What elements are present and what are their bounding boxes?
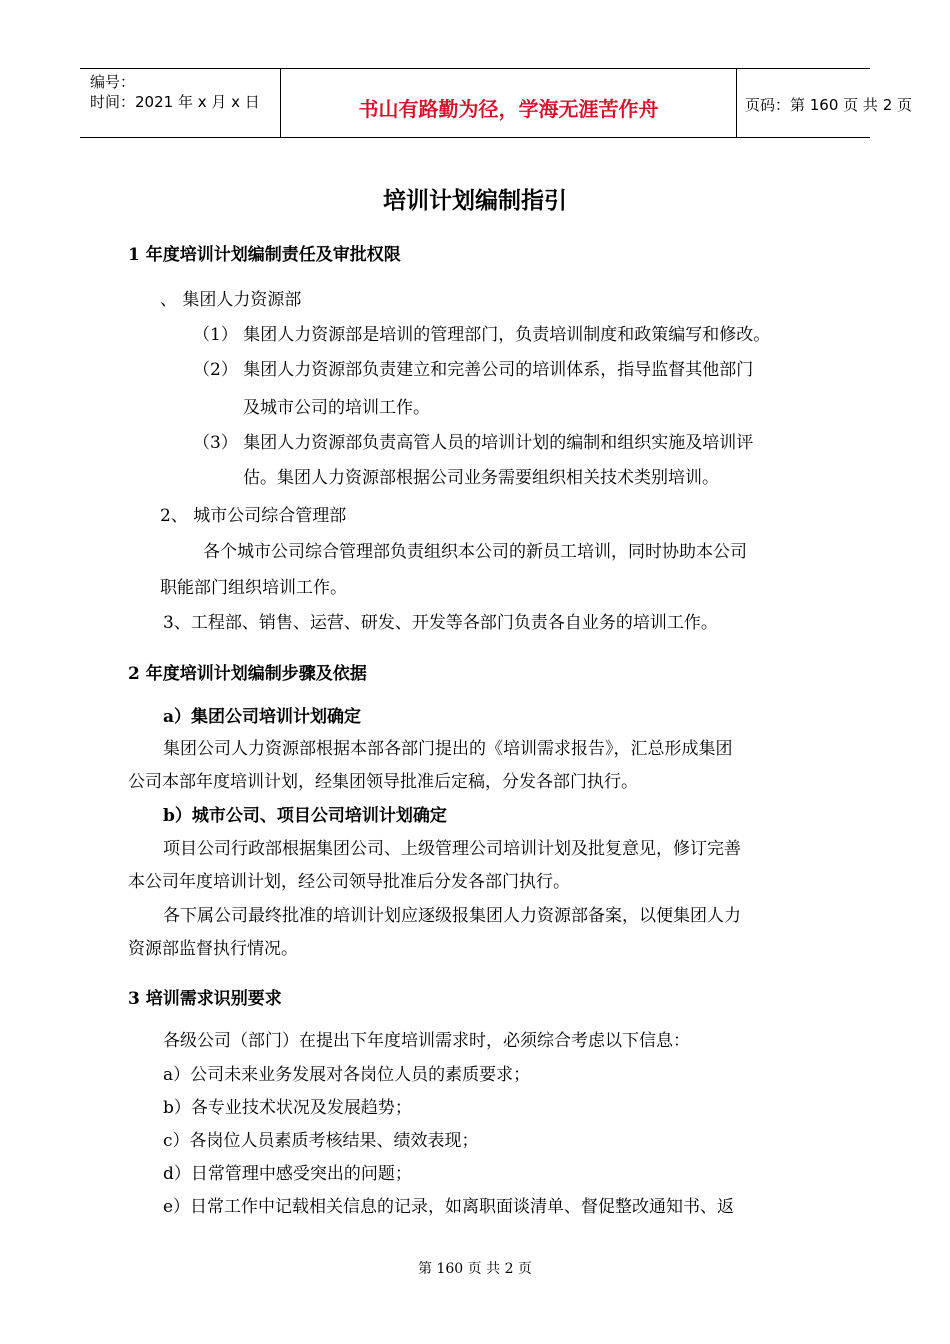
header-code: 编号： xyxy=(90,73,136,91)
header-date: 时间：2021 年 x 月 x 日 xyxy=(90,93,260,111)
list-item: b）各专业技术状况及发展趋势； xyxy=(163,1098,412,1118)
paragraph-line: （1） 集团人力资源部是培训的管理部门，负责培训制度和政策编写和修改。 xyxy=(193,325,771,345)
subsection-heading: a）集团公司培训计划确定 xyxy=(163,707,362,727)
paragraph-line: 估。集团人力资源部根据公司业务需要组织相关技术类别培训。 xyxy=(243,468,719,488)
header-page-number: 页码：第 160 页 共 2 页 xyxy=(745,96,913,114)
list-item: d）日常管理中感受突出的问题； xyxy=(163,1164,412,1184)
paragraph-line: 集团公司人力资源部根据本部各部门提出的《培训需求报告》，汇总形成集团 xyxy=(163,739,733,759)
paragraph-line: 项目公司行政部根据集团公司、上级管理公司培训计划及批复意见，修订完善 xyxy=(163,839,741,859)
list-item: c）各岗位人员素质考核结果、绩效表现； xyxy=(163,1131,479,1151)
paragraph-line: 公司本部年度培训计划，经集团领导批准后定稿，分发各部门执行。 xyxy=(128,772,638,792)
header-page-cell xyxy=(736,69,913,137)
header-motto: 书山有路勤为径，学海无涯苦作舟 xyxy=(358,97,659,121)
page-footer: 第 160 页 共 2 页 xyxy=(418,1261,532,1277)
paragraph-line: 各个城市公司综合管理部负责组织本公司的新员工培训，同时协助本公司 xyxy=(203,542,747,562)
section-heading: 2 年度培训计划编制步骤及依据 xyxy=(128,664,367,684)
section-heading: 3 培训需求识别要求 xyxy=(128,989,282,1009)
document-title: 培训计划编制指引 xyxy=(383,188,567,214)
subsection-heading: 2、 城市公司综合管理部 xyxy=(160,506,347,526)
subsection-heading: b）城市公司、项目公司培训计划确定 xyxy=(163,806,447,826)
paragraph-line: 本公司年度培训计划，经公司领导批准后分发各部门执行。 xyxy=(128,872,570,892)
paragraph-line: （2） 集团人力资源部负责建立和完善公司的培训体系，指导监督其他部门 xyxy=(193,360,754,380)
list-item: e）日常工作中记载相关信息的记录，如离职面谈清单、督促整改通知书、返 xyxy=(163,1197,735,1217)
paragraph-line: 各下属公司最终批准的培训计划应逐级报集团人力资源部备案，以便集团人力 xyxy=(163,906,741,926)
header-motto-cell xyxy=(280,69,737,137)
header-meta-cell xyxy=(80,69,280,137)
paragraph-line: 3、工程部、销售、运营、研发、开发等各部门负责各自业务的培训工作。 xyxy=(163,613,718,633)
paragraph-line: （3） 集团人力资源部负责高管人员的培训计划的编制和组织实施及培训评 xyxy=(193,433,754,453)
paragraph-line: 资源部监督执行情况。 xyxy=(128,939,298,959)
document-header xyxy=(80,68,913,138)
subsection-heading: 、 集团人力资源部 xyxy=(160,290,302,310)
section-heading: 1 年度培训计划编制责任及审批权限 xyxy=(128,245,401,265)
paragraph-line: 及城市公司的培训工作。 xyxy=(243,398,430,418)
list-item: a）公司未来业务发展对各岗位人员的素质要求； xyxy=(163,1065,531,1085)
paragraph-line: 各级公司（部门）在提出下年度培训需求时，必须综合考虑以下信息： xyxy=(163,1031,690,1051)
paragraph-line: 职能部门组织培训工作。 xyxy=(160,578,347,598)
